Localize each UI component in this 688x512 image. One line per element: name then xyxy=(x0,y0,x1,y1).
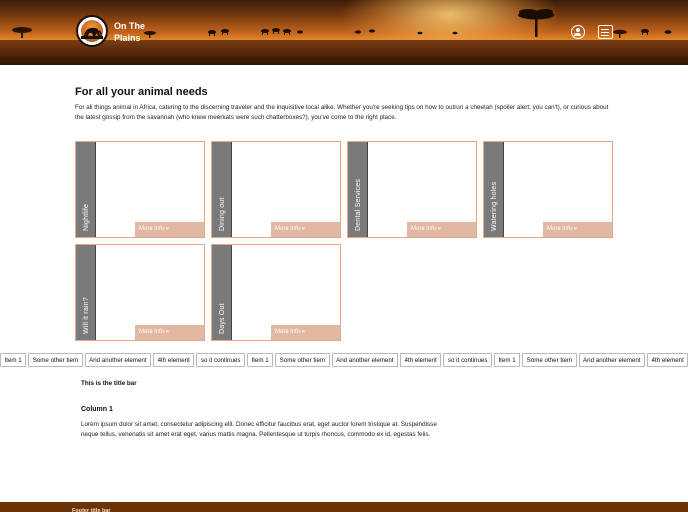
elephant-icon xyxy=(78,17,106,45)
more-info-button[interactable]: More info » xyxy=(135,325,204,340)
hamburger-menu-icon[interactable] xyxy=(598,25,613,39)
card-will-it-rain[interactable] xyxy=(75,244,205,341)
tab-strip xyxy=(0,353,688,367)
hero-banner xyxy=(0,0,688,65)
site-logo[interactable] xyxy=(76,15,108,47)
acacia-tree-icon xyxy=(518,9,554,37)
tab-item[interactable]: 4th element xyxy=(400,353,441,367)
card-side-label xyxy=(484,142,504,237)
user-head xyxy=(576,28,580,32)
card-side-label xyxy=(76,245,96,340)
card-watering-holes[interactable] xyxy=(483,141,613,238)
card-label: Nightlife xyxy=(83,203,90,231)
tab-item[interactable]: Item 1 xyxy=(0,353,26,367)
more-info-button[interactable]: More info » xyxy=(271,325,340,340)
card-side-label xyxy=(76,142,96,237)
card-nightlife[interactable] xyxy=(75,141,205,238)
card-label: Dining out xyxy=(219,197,226,231)
tab-item[interactable]: And another element xyxy=(332,353,398,367)
footer-title: Footer title bar xyxy=(72,508,111,512)
more-info-button[interactable]: More info » xyxy=(543,222,612,237)
more-info-button[interactable]: More info » xyxy=(407,222,476,237)
brand-name[interactable] xyxy=(114,20,145,44)
user-body xyxy=(574,33,581,36)
card-label: Dental Services xyxy=(355,178,362,231)
user-account-icon[interactable] xyxy=(571,25,585,39)
tab-item[interactable]: so it continues xyxy=(196,353,245,367)
tab-item[interactable]: Item 1 xyxy=(494,353,520,367)
tab-item[interactable]: And another element xyxy=(85,353,151,367)
tab-item[interactable]: And another element xyxy=(579,353,645,367)
page-title: For all your animal needs xyxy=(75,86,208,98)
tab-item[interactable]: Some other tiem xyxy=(28,353,82,367)
footer xyxy=(0,502,688,512)
card-label: Will it rain? xyxy=(83,297,90,334)
tab-item[interactable]: Item 1 xyxy=(247,353,273,367)
tab-item[interactable]: 4th element xyxy=(153,353,194,367)
card-label: Watering holes xyxy=(491,181,498,231)
brand-line-2: Plains xyxy=(114,33,141,43)
intro-text: For all things animal in Africa, catering to the discerning traveler and the inquisitive local alike. Whether you're seeking tips on how to outrun a cheetah (spoiler alert: you can't), or curious about the latest gossip from the savannah (who knew meerkats were such chatterboxes?), you've come to the right place. xyxy=(75,104,609,121)
column-text: Lorem ipsum dolor sit amet, consectetur adipiscing elit. Donec efficitur faucibus erat, eget auctor lorem tristique at. Suspendisse neque tellus, venenatis sit amet erat eget, varius mattis magna. Pellentesque ut turpis rhoncus, commodo ex id, egestas felis. xyxy=(81,421,437,438)
tab-item[interactable]: so it continues xyxy=(443,353,492,367)
more-info-button[interactable]: More info » xyxy=(271,222,340,237)
tab-item[interactable]: 4th element xyxy=(647,353,688,367)
column-heading: Column 1 xyxy=(81,406,113,413)
tab-item[interactable]: Some other tiem xyxy=(522,353,576,367)
title-bar: This is the title bar xyxy=(81,380,137,387)
card-side-label xyxy=(212,142,232,237)
card-dining-out[interactable] xyxy=(211,141,341,238)
card-label: Days Out xyxy=(219,303,226,334)
card-side-label xyxy=(212,245,232,340)
brand-line-1: On The xyxy=(114,21,145,31)
card-side-label xyxy=(348,142,368,237)
card-dental-services[interactable] xyxy=(347,141,477,238)
more-info-button[interactable]: More info » xyxy=(135,222,204,237)
tab-item[interactable]: Some other tiem xyxy=(275,353,329,367)
card-days-out[interactable] xyxy=(211,244,341,341)
